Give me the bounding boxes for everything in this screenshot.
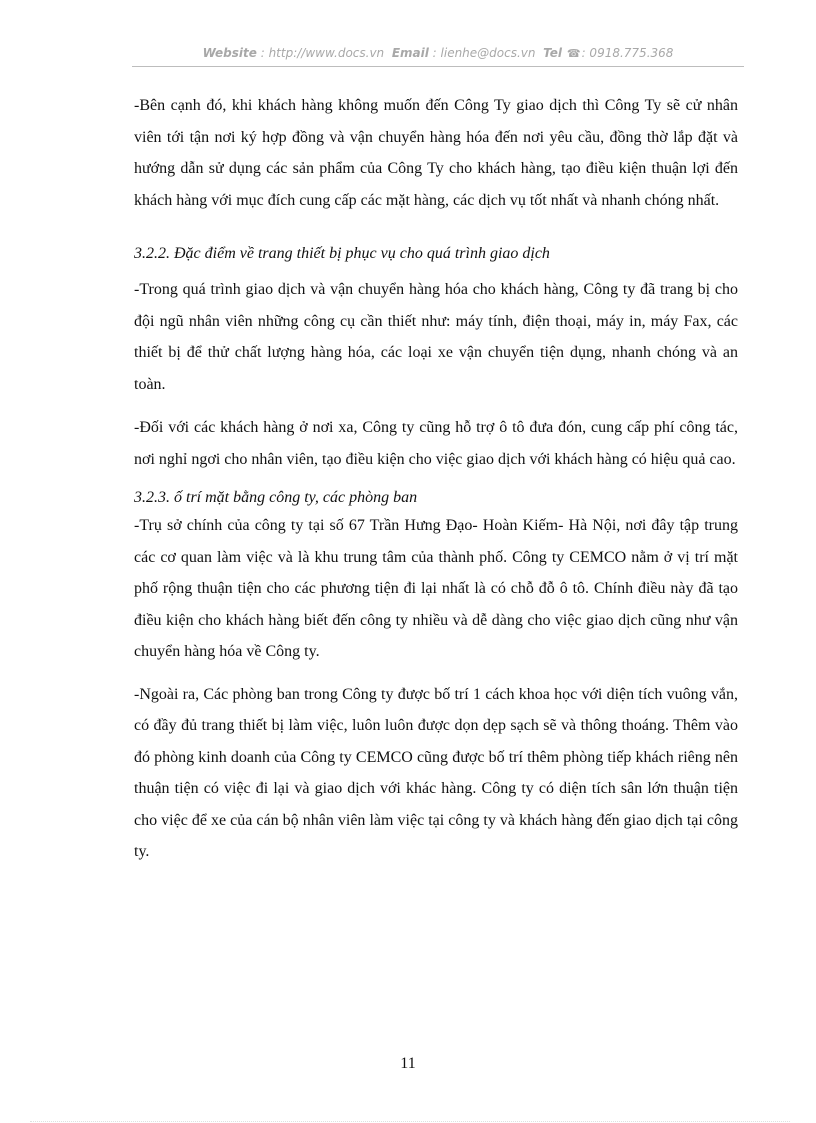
paragraph-delivery-service: -Bên cạnh đó, khi khách hàng không muốn đến Công Ty giao dịch thì Công Ty sẽ cử nhân viên tới tận nơi ký hợp đồng và vận chuyển hàng hóa đến nơi yêu cầu, đồng thờ lắp đặt và hướng dẫn sử dụng các sản phẩm của Công Ty cho khách hàng, tạo điều kiện thuận lợi đến khách hàng với mục đích cung cấp các mặt hàng, các dịch vụ tốt nhất và nhanh chóng nhất. (134, 97, 738, 209)
tel-label: Tel (543, 46, 563, 60)
paragraph-equipment: -Trong quá trình giao dịch và vận chuyển hàng hóa cho khách hàng, Công ty đã trang bị cho đội ngũ nhân viên những công cụ cần thiết như: máy tính, điện thoại, máy in, máy Fax, các thiết bị để thử chất lượng hàng hóa, các loại xe vận chuyển tiện dụng, nhanh chóng và an toàn. (134, 281, 738, 393)
section-heading-3-2-3: 3.2.3. ố trí mặt bằng công ty, các phòng ban (134, 489, 418, 506)
page-number: 11 (400, 1055, 416, 1072)
paragraph-departments: -Ngoài ra, Các phòng ban trong Công ty được bố trí 1 cách khoa học với diện tích vuông vắn, có đầy đủ trang thiết bị làm việc, luôn luôn được dọn dẹp sạch sẽ và thông thoáng. Thêm vào đó phòng kinh doanh của Công ty CEMCO cũng được bố trí thêm phòng tiếp khách riêng nên thuận tiện có việc đi lại và giao dịch với khác hàng. Công ty có diện tích sân lớn thuận tiện cho việc để xe của cán bộ nhân viên làm việc tại công ty và khách hàng đến giao dịch tại công ty. (134, 685, 738, 860)
section-heading-3-2-2: 3.2.2. Đặc điểm về trang thiết bị phục vụ cho quá trình giao dịch (134, 245, 550, 262)
email-label: Email (391, 46, 429, 60)
paragraph-remote-customers: -Đối với các khách hàng ở nơi xa, Công ty cũng hỗ trợ ô tô đưa đón, cung cấp phí công tác, nơi nghỉ ngơi cho nhân viên, tạo điều kiện cho việc giao dịch với khách hàng có hiệu quả cao. (134, 419, 738, 468)
footer-divider (30, 1121, 790, 1122)
document-body (134, 90, 738, 868)
website-value: : http://www.docs.vn (260, 46, 385, 60)
paragraph-headquarters: -Trụ sở chính của công ty tại số 67 Trần Hưng Đạo- Hoàn Kiếm- Hà Nội, nơi đây tập trung các cơ quan làm việc và là khu trung tâm của thành phố. Công ty CEMCO nằm ở vị trí mặt phố rộng thuận tiện cho các phương tiện đi lại nhất là có chỗ đỗ ô tô. Chính điều này đã tạo điều kiện cho khách hàng biết đến công ty nhiều và dễ dàng cho việc giao dịch cũng như vận chuyển hàng hóa về Công ty. (134, 517, 738, 660)
website-label: Website (202, 46, 257, 60)
page-header (132, 46, 744, 66)
tel-value: : 0918.775.368 (581, 46, 674, 60)
phone-icon: ☎ (566, 47, 581, 60)
header-divider (132, 66, 744, 67)
email-value: : lienhe@docs.vn (432, 46, 536, 60)
